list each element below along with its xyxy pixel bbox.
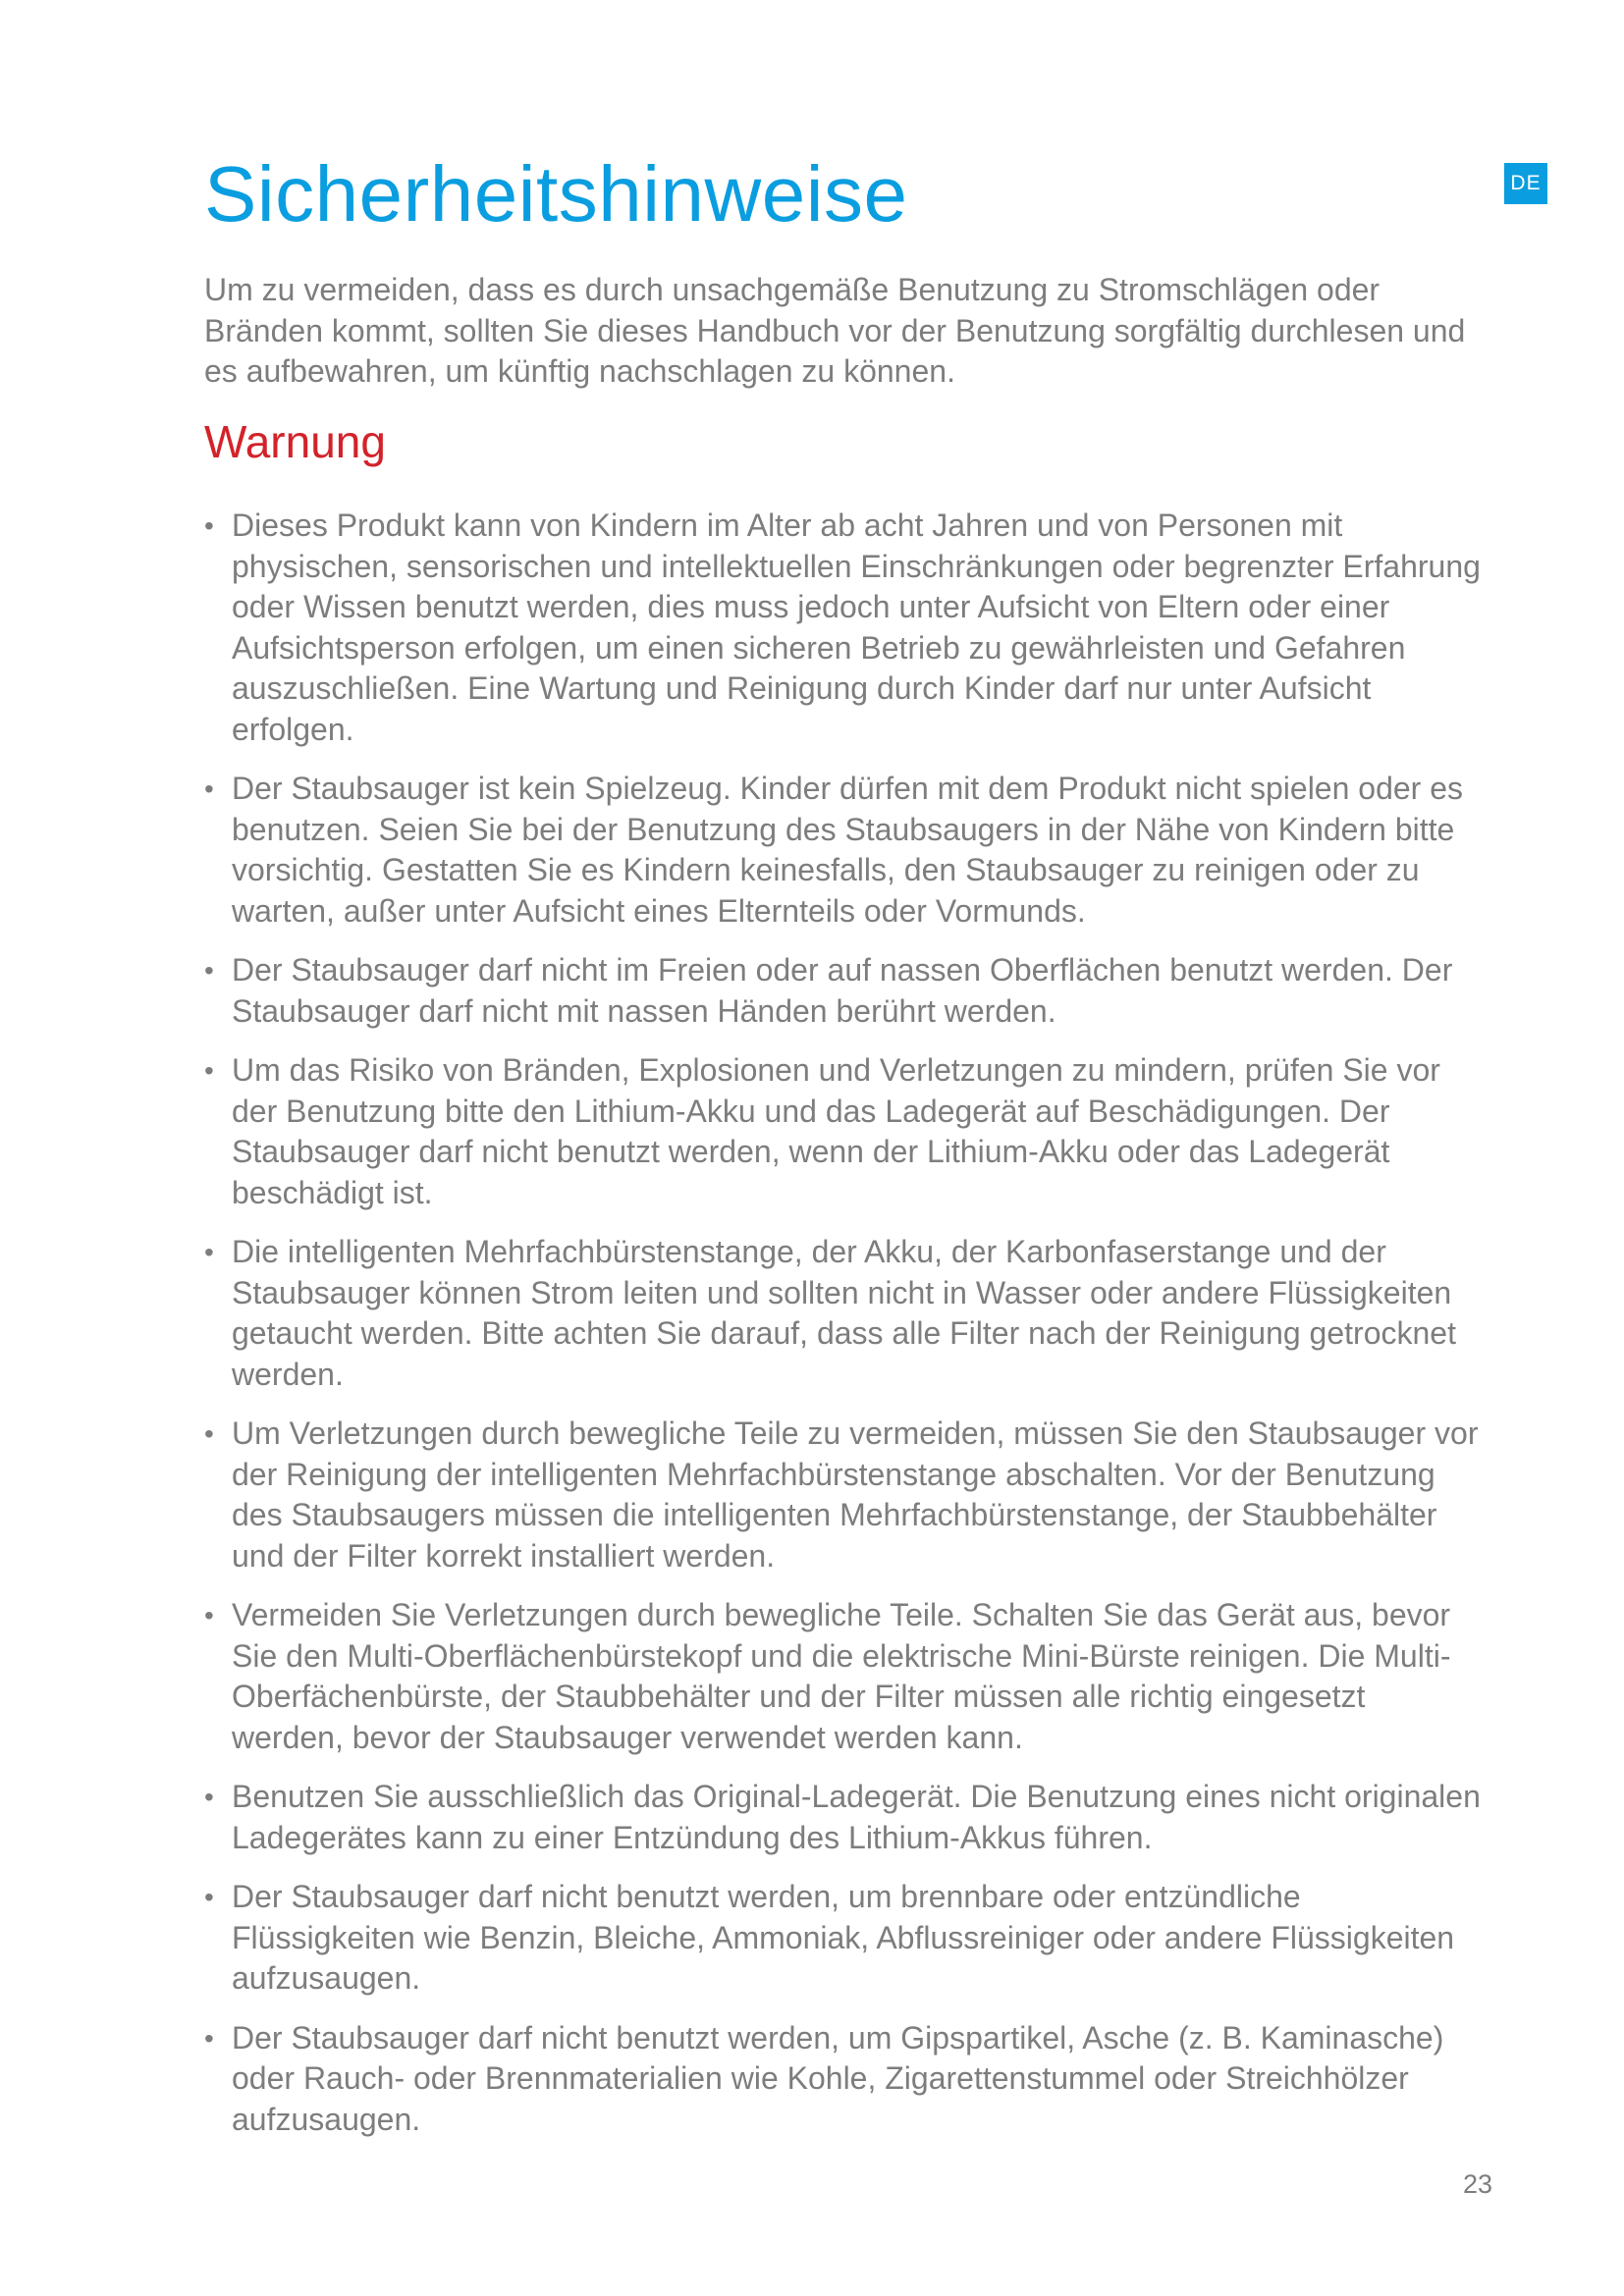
warning-item [204, 2018, 1481, 2141]
bullet-icon: • [204, 2022, 214, 2054]
warning-heading: Warnung [204, 416, 386, 467]
bullet-icon: • [204, 1055, 214, 1086]
warning-item-text: Um das Risiko von Bränden, Explosionen und Verletzungen zu mindern, prüfen Sie vor der Benutzung bitte den Lithium-Akku und das Ladegerät auf Beschädigungen. Der Staubsauger darf nicht benutzt werden, wenn der Lithium-Akku oder das Ladegerät beschädigt ist. [232, 1052, 1440, 1210]
bullet-icon: • [204, 1600, 214, 1630]
bullet-icon: • [204, 1882, 214, 1912]
warning-item-text: Der Staubsauger ist kein Spielzeug. Kinder dürfen mit dem Produkt nicht spielen oder es benutzen. Seien Sie bei der Benutzung des Staubsaugers in der Nähe von Kindern bitte vorsichtig. Gestatten Sie es Kindern keinesfalls, den Staubsauger zu reinigen oder zu warten, außer unter Aufsicht eines Elternteils oder Vormunds. [232, 771, 1464, 929]
warning-item [204, 769, 1481, 932]
page-number: 23 [1462, 2169, 1492, 2199]
warning-item-text: Der Staubsauger darf nicht benutzt werden, um brennbare oder entzündliche Flüssigkeiten wie Benzin, Bleiche, Ammoniak, Abflussreiniger oder andere Flüssigkeiten aufzusaugen. [232, 1879, 1455, 1996]
warning-item [204, 506, 1481, 750]
warning-list [204, 506, 1481, 2159]
warning-item-text: Der Staubsauger darf nicht im Freien oder auf nassen Oberflächen benutzt werden. Der Staubsauger darf nicht mit nassen Händen berührt werden. [232, 952, 1453, 1029]
warning-item [204, 1595, 1481, 1758]
warning-item [204, 1877, 1481, 2000]
page-title: Sicherheitshinweise [204, 150, 908, 238]
warning-item-text: Vermeiden Sie Verletzungen durch bewegliche Teile. Schalten Sie das Gerät aus, bevor Sie den Multi-Oberflächenbürstekopf und die elektrische Mini-Bürste reinigen. Die Multi-Oberfächenbürste, der Staubbehälter und der Filter müssen alle richtig eingesetzt werden, bevor der Staubsauger verwendet werden kann. [232, 1597, 1451, 1755]
bullet-icon: • [204, 1237, 214, 1267]
language-badge: DE [1504, 163, 1547, 204]
warning-item [204, 1050, 1481, 1213]
bullet-icon: • [204, 1418, 214, 1449]
bullet-icon: • [204, 510, 214, 541]
bullet-icon: • [204, 774, 214, 804]
warning-item-text: Der Staubsauger darf nicht benutzt werden, um Gipspartikel, Asche (z. B. Kaminasche) oder Rauch- oder Brennmaterialien wie Kohle, Zigarettenstummel oder Streichhölzer aufzusaugen. [232, 2019, 1444, 2137]
warning-item-text: Dieses Produkt kann von Kindern im Alter ab acht Jahren und von Personen mit physischen, sensorischen und intellektuellen Einschränkungen oder begrenzter Erfahrung oder Wissen benutzt werden, dies muss jedoch unter Aufsicht von Eltern oder einer Aufsichtsperson erfolgen, um einen sicheren Betrieb zu gewährleisten und Gefahren auszuschließen. Eine Wartung und Reinigung durch Kinder darf nur unter Aufsicht erfolgen. [232, 507, 1481, 747]
warning-item-text: Benutzen Sie ausschließlich das Original-Ladegerät. Die Benutzung eines nicht originalen Ladegerätes kann zu einer Entzündung des Lithium-Akkus führen. [232, 1779, 1481, 1855]
warning-item [204, 1414, 1481, 1576]
warning-item [204, 1232, 1481, 1395]
intro-paragraph: Um zu vermeiden, dass es durch unsachgemäße Benutzung zu Stromschlägen oder Bränden kommt, sollten Sie dieses Handbuch vor der Benutzung sorgfältig durchlesen und es aufbewahren, um künftig nachschlagen zu können. [204, 272, 1466, 389]
bullet-icon: • [204, 955, 214, 986]
warning-item-text: Um Verletzungen durch bewegliche Teile zu vermeiden, müssen Sie den Staubsauger vor der Reinigung der intelligenten Mehrfachbürstenstange abschalten. Vor der Benutzung des Staubsaugers müssen die intelligenten Mehrfachbürstenstange, der Staubbehälter und der Filter korrekt installiert werden. [232, 1415, 1479, 1574]
warning-item [204, 1777, 1481, 1858]
bullet-icon: • [204, 1782, 214, 1812]
warning-item [204, 950, 1481, 1032]
warning-item-text: Die intelligenten Mehrfachbürstenstange, der Akku, der Karbonfaserstange und der Staubsauger können Strom leiten und sollten nicht in Wasser oder andere Flüssigkeiten getaucht werden. Bitte achten Sie darauf, dass alle Filter nach der Reinigung getrocknet werden. [232, 1234, 1456, 1392]
